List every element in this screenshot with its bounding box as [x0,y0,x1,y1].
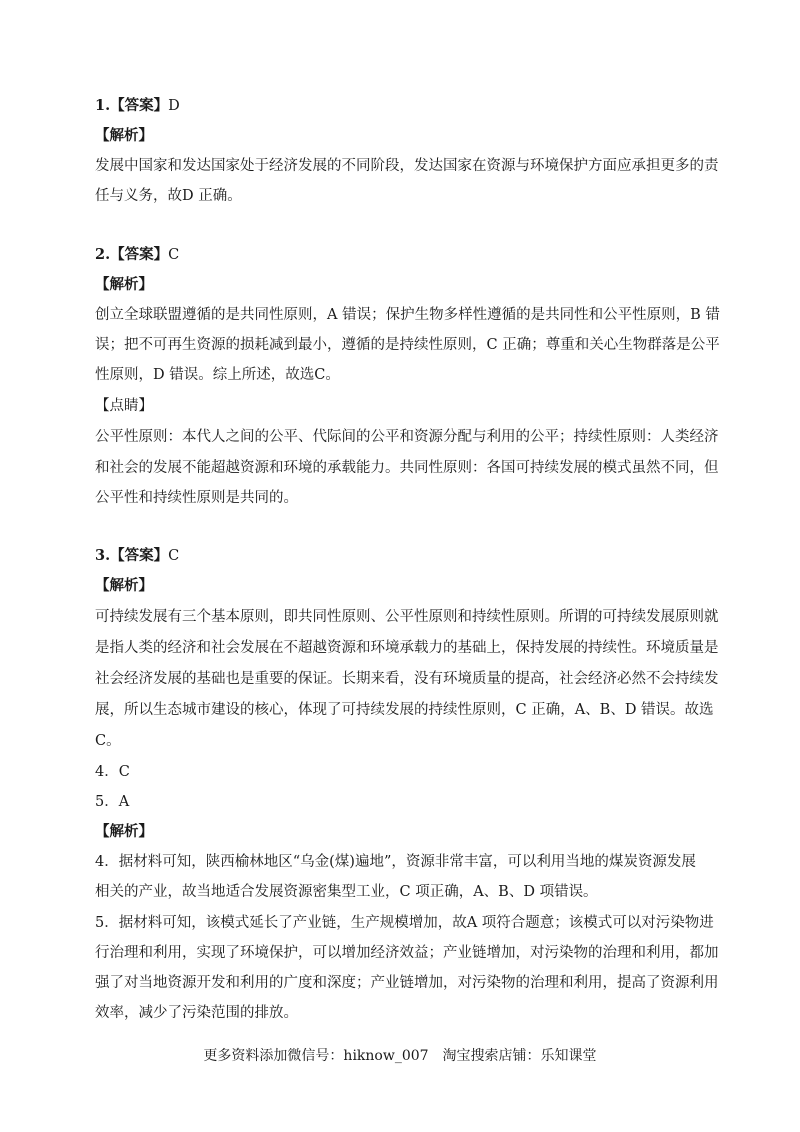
q45-analysis-label: 【解析】 [95,823,153,840]
q3-analysis-line-4: 展，所以生态城市建设的核心，体现了可持续发展的持续性原则，C 正确，A、B、D 错误。故选 [95,702,714,718]
q1-answer-label: 1.【答案】 [95,97,169,114]
q3-analysis-line-2: 是指人类的经济和社会发展在不超越资源和环境承载力的基础上，保持发展的持续性。环境质量是 [95,640,719,656]
q2-answer-value: C [168,247,180,263]
q2-analysis-line-2: 误；把不可再生资源的损耗减到最小，遵循的是持续性原则，C 正确；尊重和关心生物群落是公平 [95,337,720,353]
q45-analysis-line-2: 相关的产业，故当地适合发展资源密集型工业，C 项正确，A、B、D 项错误。 [95,884,598,900]
q45-analysis-line-4: 行治理和利用，实现了环境保护，可以增加经济效益；产业链增加，对污染物的治理和利用，都加 [95,945,719,961]
q3-answer-line [95,546,179,566]
q1-answer-value: D [168,98,180,114]
q45-analysis-line-3: 5．据材料可知，该模式延长了产业链，生产规模增加，故A 项符合题意；该模式可以对污染物进 [95,915,714,931]
q2-analysis-label: 【解析】 [95,276,153,293]
q2-tip-label: 【点睛】 [95,398,153,414]
q2-answer-line [95,245,179,265]
q3-answer-value: C [168,548,180,564]
q3-analysis-line-5: C。 [95,733,121,749]
q1-analysis-line-2: 任与义务，故D 正确。 [95,188,242,204]
q5-answer: 5．A [95,794,130,810]
q1-analysis-label: 【解析】 [95,127,153,144]
q2-tip-line-1: 公平性原则：本代人之间的公平、代际间的公平和资源分配与利用的公平；持续性原则：人类经济 [95,429,719,445]
q1-analysis-line-1: 发展中国家和发达国家处于经济发展的不同阶段，发达国家在资源与环境保护方面应承担更多的责 [95,158,719,174]
q45-analysis-line-6: 效率，减少了污染范围的排放。 [95,1005,298,1021]
q2-analysis-line-3: 性原则，D 错误。综上所述，故选C。 [95,367,340,383]
q3-analysis-line-1: 可持续发展有三个基本原则，即共同性原则、公平性原则和持续性原则。所谓的可持续发展原则就 [95,609,719,625]
q2-tip-line-3: 公平性和持续性原则是共同的。 [95,490,298,506]
q1-answer-line [95,96,180,116]
q45-analysis-line-5: 强了对当地资源开发和利用的广度和深度；产业链增加，对污染物的治理和利用，提高了资源利用 [95,975,719,991]
q2-tip-line-2: 和社会的发展不能超越资源和环境的承载能力。共同性原则：各国可持续发展的模式虽然不同，但 [95,460,719,476]
q4-answer: 4．C [95,764,130,780]
page-footer: 更多资料添加微信号：hiknow_007 淘宝搜索店铺：乐知课堂 [203,1048,597,1064]
q45-analysis-line-1: 4．据材料可知，陕西榆林地区“乌金(煤)遍地”，资源非常丰富，可以利用当地的煤炭资源发展 [95,854,696,870]
q3-analysis-line-3: 社会经济发展的基础也是重要的保证。长期来看，没有环境质量的提高，社会经济必然不会持续发 [95,671,719,687]
q2-analysis-line-1: 创立全球联盟遵循的是共同性原则，A 错误；保护生物多样性遵循的是共同性和公平性原则，B 错 [95,307,720,323]
q3-analysis-label: 【解析】 [95,577,153,594]
q3-answer-label: 3.【答案】 [95,547,169,564]
q2-answer-label: 2.【答案】 [95,246,169,263]
